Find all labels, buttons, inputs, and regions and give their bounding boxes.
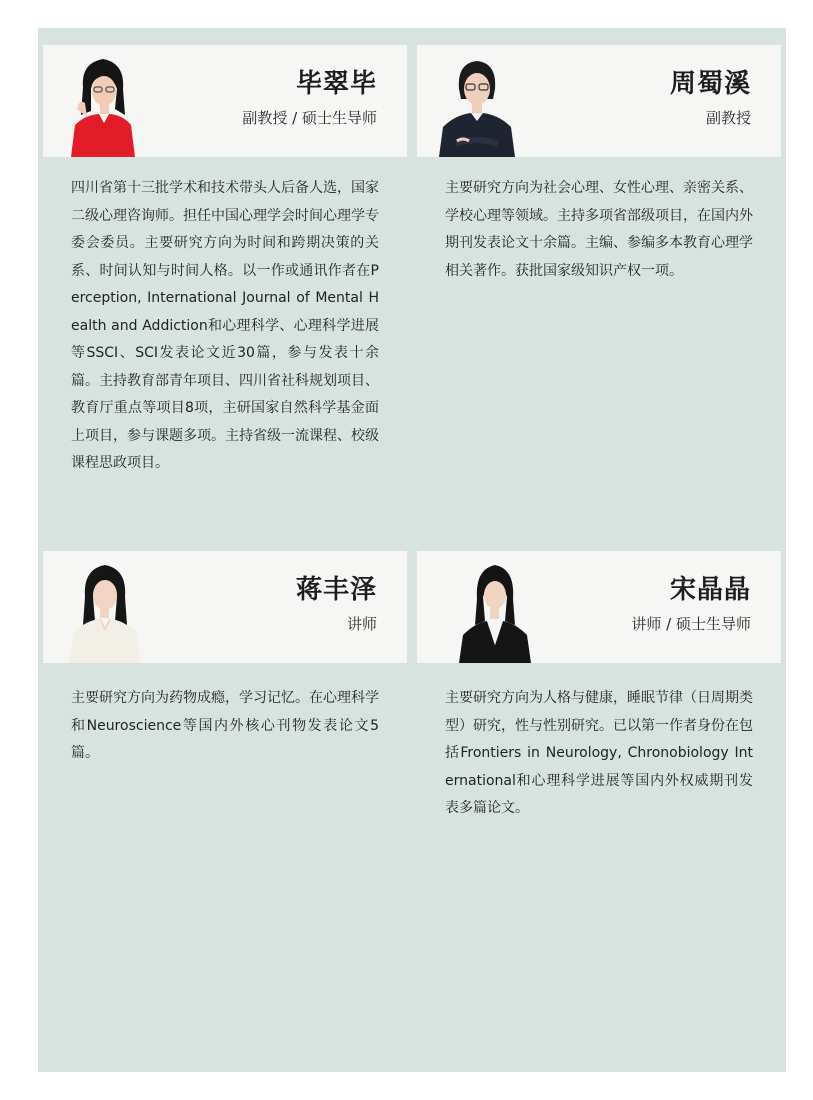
faculty-name: 毕翠毕 <box>295 69 377 99</box>
faculty-panel <box>38 28 786 1072</box>
card-header <box>417 45 781 157</box>
portrait-photo <box>435 49 519 157</box>
card-header <box>43 45 407 157</box>
card-header <box>417 551 781 663</box>
faculty-bio: 主要研究方向为社会心理、女性心理、亲密关系、学校心理等领域。主持多项省部级项目，在国内外期刊发表论文十余篇。主编、参编多本教育心理学相关著作。获批国家级知识产权一项。 <box>445 180 753 279</box>
card-header <box>43 551 407 663</box>
faculty-name: 宋晶晶 <box>669 575 751 605</box>
portrait-photo <box>61 49 145 157</box>
faculty-bio: 四川省第十三批学术和技术带头人后备人选，国家二级心理咨询师。担任中国心理学会时间心理学专委会委员。主要研究方向为时间和跨期决策的关系、时间认知与时间人格。以一作或通讯作者在Perception, International Journal of Mental Health and Addiction和心理科学、心理科学进展等SSCI、SCI发表论文近30篇，参与发表十余篇。主持教育部青年项目、四川省社科规划项目、教育厅重点等项目8项，主研国家自然科学基金面上项目，参与课题多项。主持省级一流课程、校级课程思政项目。 <box>71 180 379 471</box>
faculty-bio: 主要研究方向为药物成瘾，学习记忆。在心理科学和Neuroscience等国内外核心刊物发表论文5篇。 <box>71 690 379 761</box>
faculty-card <box>43 551 407 761</box>
faculty-title: 讲师 / 硕士生导师 <box>631 615 751 633</box>
faculty-name: 周蜀溪 <box>669 69 751 99</box>
faculty-title: 副教授 / 硕士生导师 <box>242 109 377 127</box>
faculty-name: 蒋丰泽 <box>295 575 377 605</box>
faculty-title: 讲师 <box>346 615 377 633</box>
faculty-title: 副教授 <box>705 109 751 127</box>
portrait-photo <box>453 555 537 663</box>
faculty-bio: 主要研究方向为人格与健康，睡眠节律（日周期类型）研究，性与性别研究。已以第一作者身份在包括Frontiers in Neurology, Chronobiology International和心理科学进展等国内外权威期刊发表多篇论文。 <box>445 690 753 816</box>
faculty-card <box>417 45 781 279</box>
portrait-photo <box>63 555 147 663</box>
faculty-card <box>417 551 781 816</box>
faculty-card <box>43 45 407 471</box>
